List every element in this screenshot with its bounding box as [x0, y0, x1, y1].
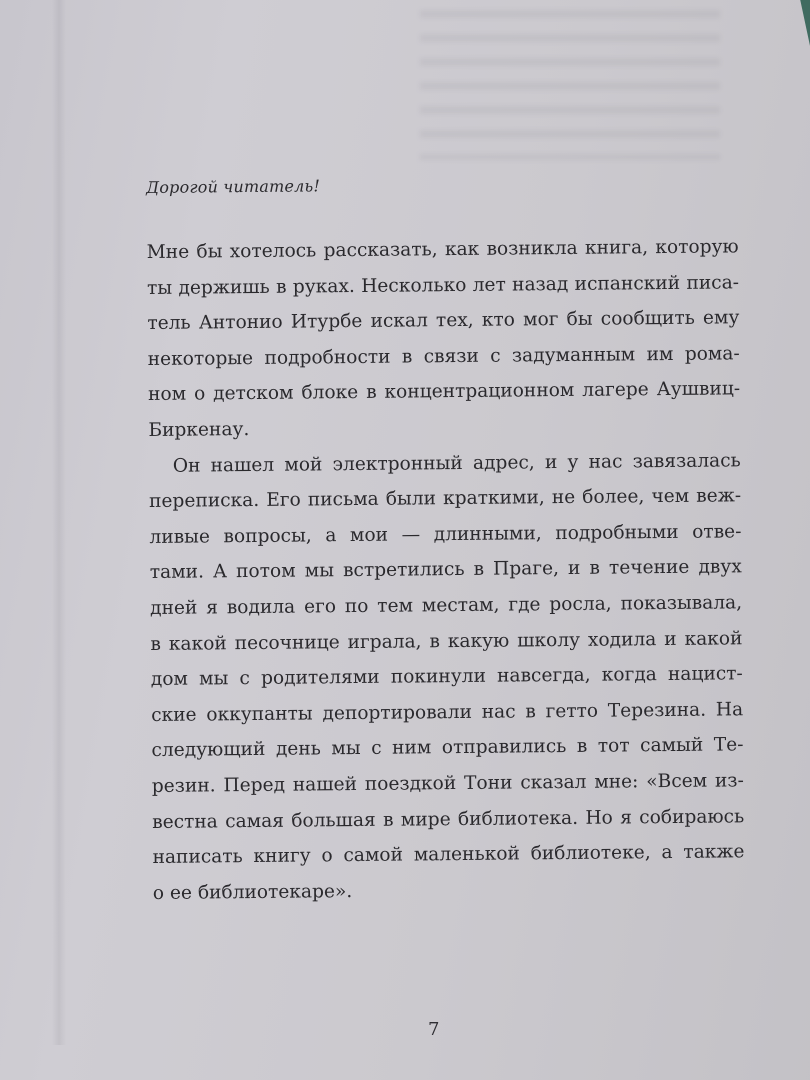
text-line: в какой песочнице играла, в какую школу ходила и какой	[150, 627, 743, 655]
text-line: Биркенау.	[148, 418, 250, 441]
page-content	[146, 172, 745, 911]
text-line: дом мы с родителями покинули навсегда, когда нацист-	[150, 663, 743, 691]
text-line: ном о детском блоке в концентрационном лагере Аушвиц-	[147, 378, 741, 406]
text-line: Он нашел мой электронный адрес, и у нас завязалась	[172, 449, 741, 477]
show-through-text	[420, 10, 720, 160]
text-line: написать книгу о самой маленькой библиотеке, а также	[152, 841, 745, 869]
text-line: о ее библиотекаре».	[152, 880, 353, 904]
text-line: дней я водила его по тем местам, где росла, показывала,	[150, 592, 743, 619]
text-line: Мне бы хотелось рассказать, как возникла книга, которую	[146, 236, 739, 263]
paragraph-2	[149, 443, 745, 911]
text-line: вестна самая большая в мире библиотека. Но я собираюсь	[152, 805, 745, 833]
text-line: некоторые подробности в связи с задуманным им рома-	[147, 343, 740, 370]
text-line: ские оккупанты депортировали нас в гетто Терезина. На	[151, 699, 744, 726]
text-line: переписка. Его письма были краткими, не более, чем веж-	[149, 485, 742, 513]
text-line: резин. Перед нашей поездкой Тони сказал мне: «Всем из-	[151, 770, 744, 797]
page-gutter-fold	[52, 0, 66, 1045]
page-number: 7	[428, 1019, 440, 1040]
paragraph-1	[147, 229, 741, 448]
text-line: ливые вопросы, а мои — длинными, подробными отве-	[149, 521, 742, 548]
text-line: следующий день мы с ним отправились в тот самый Те-	[151, 734, 744, 762]
text-line: тель Антонио Итурбе искал тех, кто мог бы сообщить ему	[147, 307, 740, 335]
greeting-heading: Дорогой читатель!	[146, 176, 321, 197]
text-line: тами. А потом мы встретились в Праге, и в течение двух	[149, 556, 742, 584]
text-line: ты держишь в руках. Несколько лет назад испанский писа-	[146, 271, 740, 299]
